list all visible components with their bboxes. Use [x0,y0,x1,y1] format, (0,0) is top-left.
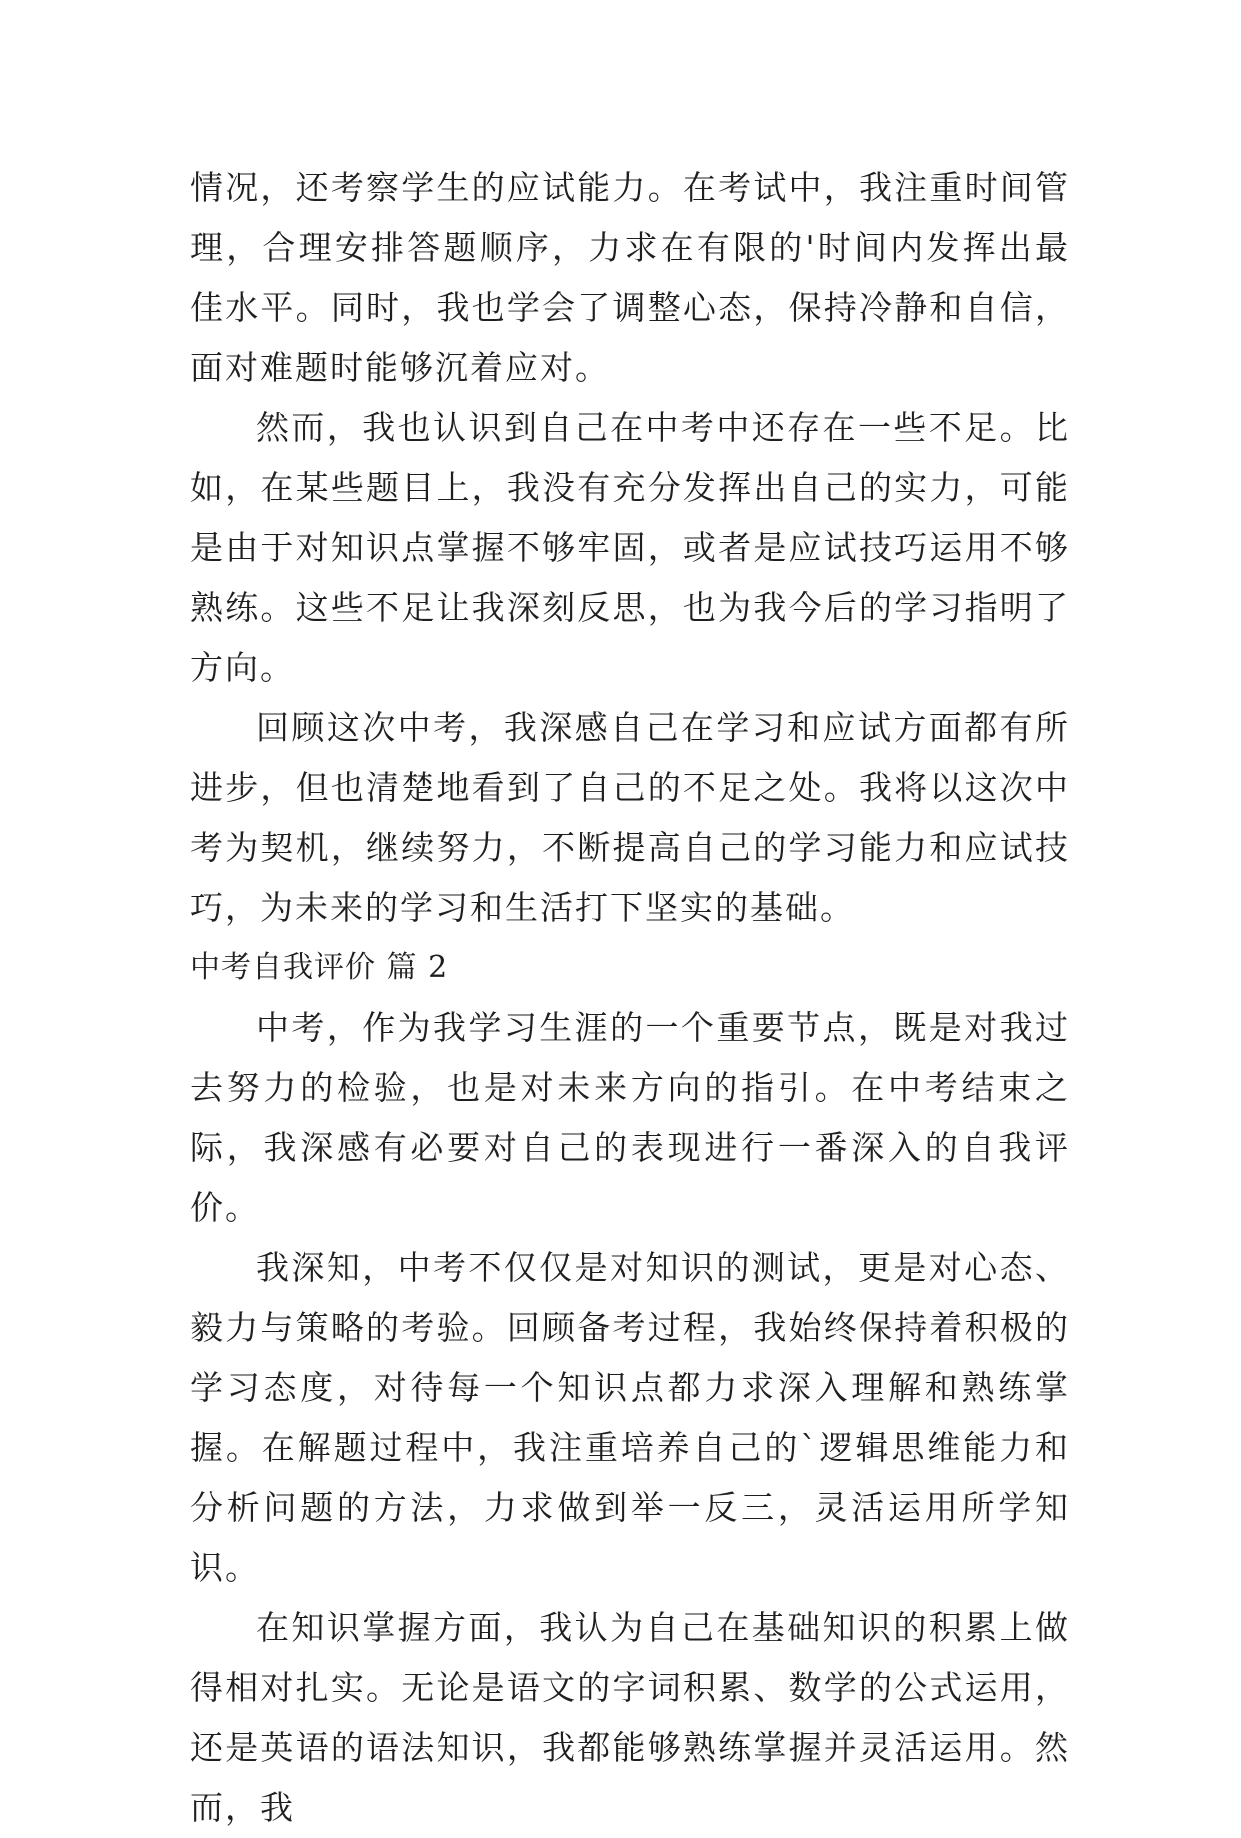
document-body [190,158,1070,1838]
paragraph-intro: 中考，作为我学习生涯的一个重要节点，既是对我过去努力的检验，也是对未来方向的指引。在中考结束之际，我深感有必要对自己的表现进行一番深入的自我评价。 [190,1008,1070,1227]
paragraph-review: 回顾这次中考，我深感自己在学习和应试方面都有所进步，但也清楚地看到了自己的不足之处。我将以这次中考为契机，继续努力，不断提高自己的学习能力和应试技巧，为未来的学习和生活打下坚实的基础。 [190,708,1070,927]
paragraph-knowledge: 在知识掌握方面，我认为自己在基础知识的积累上做得相对扎实。无论是语文的字词积累、数学的公式运用，还是英语的语法知识，我都能够熟练掌握并灵活运用。然而，我 [190,1608,1070,1827]
section-title: 中考自我评价 篇 2 [190,950,449,985]
paragraph-shortcomings: 然而，我也认识到自己在中考中还存在一些不足。比如，在某些题目上，我没有充分发挥出自己的实力，可能是由于对知识点掌握不够牢固，或者是应试技巧运用不够熟练。这些不足让我深刻反思，也为我今后的学习指明了方向。 [190,408,1070,687]
paragraph-attitude: 我深知，中考不仅仅是对知识的测试，更是对心态、毅力与策略的考验。回顾备考过程，我始终保持着积极的学习态度，对待每一个知识点都力求深入理解和熟练掌握。在解题过程中，我注重培养自己的`逻辑思维能力和分析问题的方法，力求做到举一反三，灵活运用所学知识。 [190,1248,1070,1587]
paragraph-continuation: 情况，还考察学生的应试能力。在考试中，我注重时间管理，合理安排答题顺序，力求在有限的'时间内发挥出最佳水平。同时，我也学会了调整心态，保持冷静和自信，面对难题时能够沉着应对。 [190,168,1070,387]
